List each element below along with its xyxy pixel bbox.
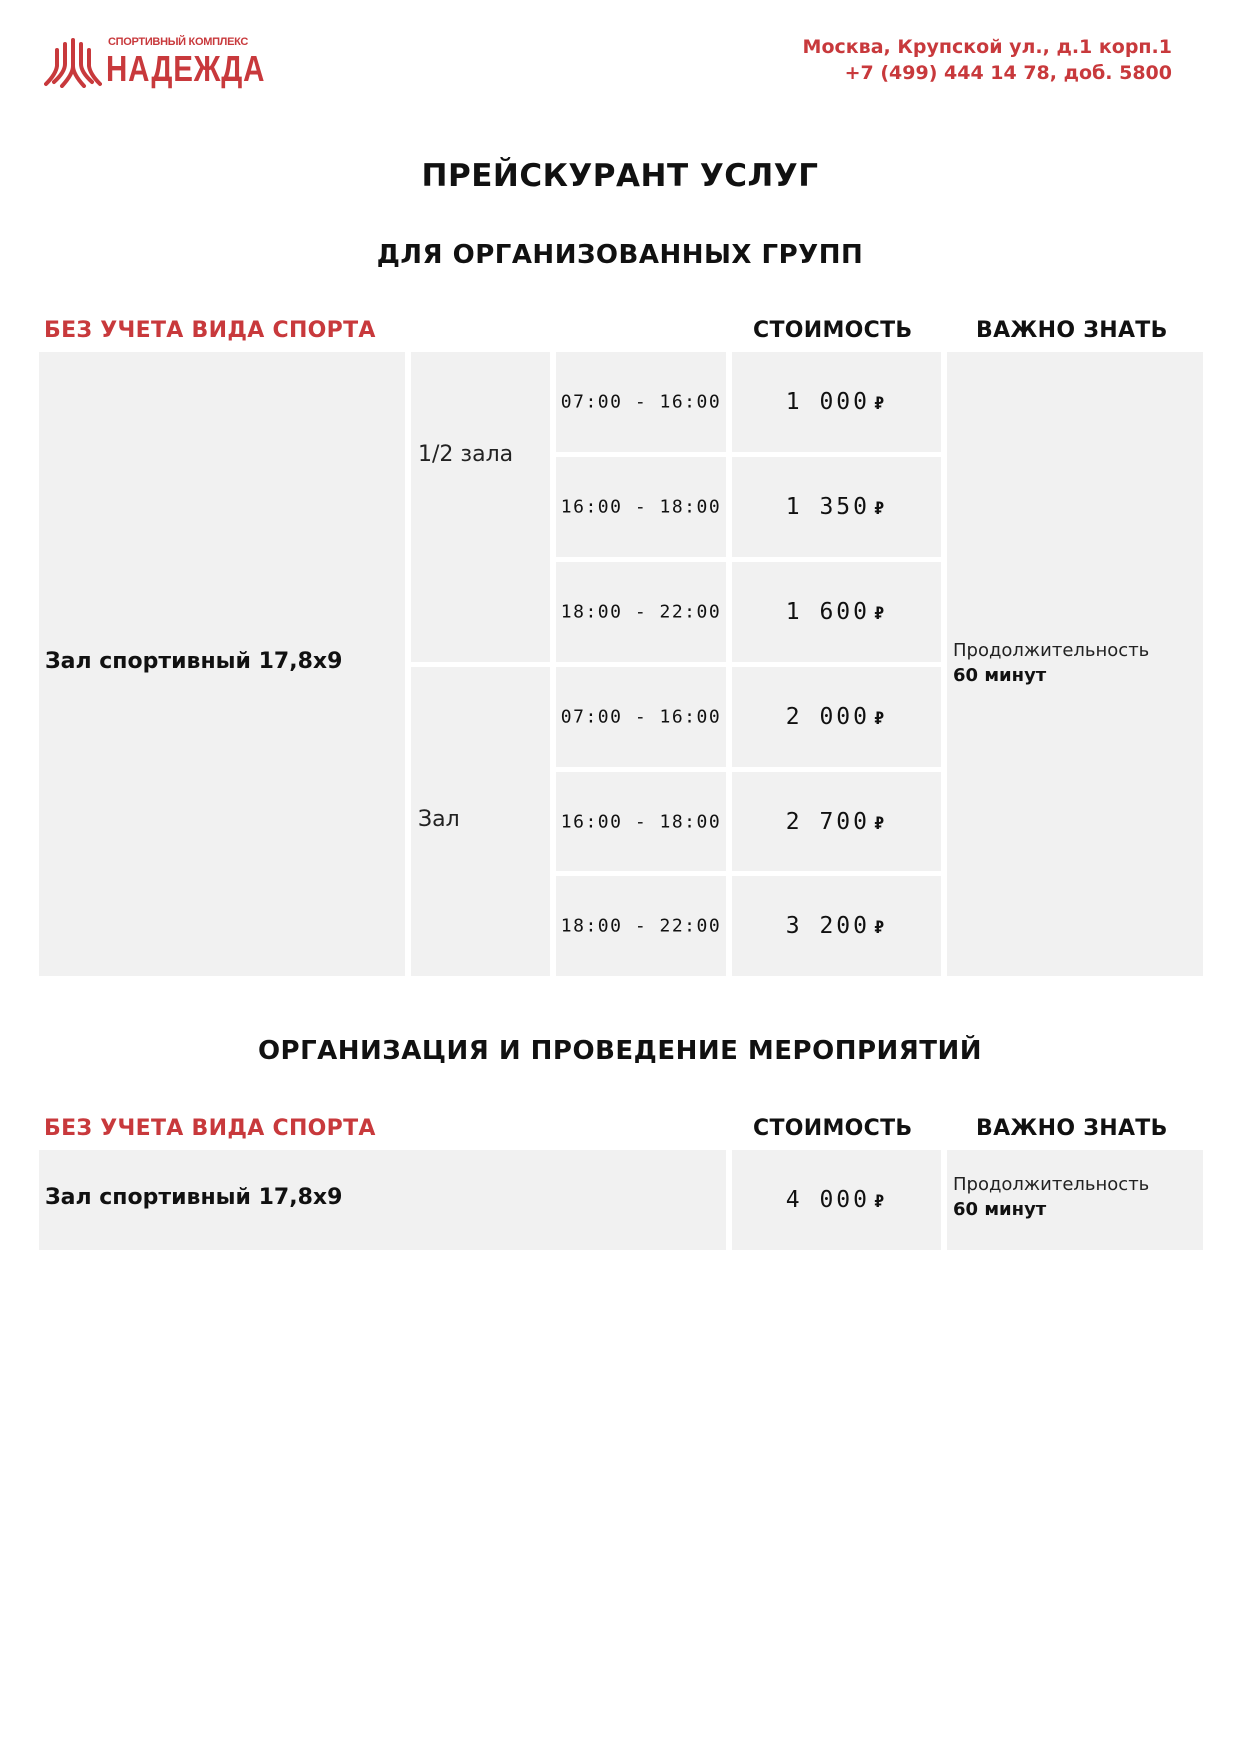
price-value: 2 000	[785, 704, 870, 730]
contact-info	[803, 34, 1172, 86]
section2-title: ОРГАНИЗАЦИЯ И ПРОВЕДЕНИЕ МЕРОПРИЯТИЙ	[257, 1036, 983, 1066]
note-text	[953, 638, 1149, 688]
table-row-time	[556, 667, 726, 767]
table-row-price	[732, 876, 941, 976]
brand-subtitle: СПОРТИВНЫЙ КОМПЛЕКС	[108, 36, 249, 48]
price-value: 2 700	[785, 808, 870, 835]
time-slot: 16:00 - 18:00	[560, 811, 722, 832]
note-text	[953, 1172, 1149, 1222]
brand-logo	[44, 34, 266, 94]
event-price-cell	[732, 1150, 941, 1250]
section1-col-price: СТОИМОСТЬ	[753, 318, 913, 343]
item-cell	[39, 352, 405, 976]
contact-phone[interactable]: +7 (499) 444 14 78, доб. 5800	[844, 62, 1172, 84]
table-row-time	[556, 876, 726, 976]
table-row-price	[732, 457, 941, 557]
note-value: 60 минут	[953, 665, 1047, 686]
time-slot: 18:00 - 22:00	[560, 915, 722, 937]
time-slot: 07:00 - 16:00	[560, 391, 722, 413]
table-row-price	[732, 667, 941, 767]
page-title: ПРЕЙСКУРАНТ УСЛУГ	[421, 158, 819, 194]
ruble-icon: ₽	[874, 499, 888, 519]
note-value: 60 минут	[953, 1199, 1047, 1220]
note-cell	[947, 352, 1203, 976]
price-value: 4 000	[785, 1187, 870, 1213]
time-slot: 18:00 - 22:00	[560, 601, 722, 623]
ruble-icon: ₽	[874, 1192, 888, 1212]
table-row-time	[556, 772, 726, 871]
item-name: Зал спортивный 17,8x9	[45, 649, 343, 674]
table-row-price	[732, 562, 941, 662]
contact-address: Москва, Крупской ул., д.1 корп.1	[802, 36, 1172, 58]
group-label-half: 1/2 зала	[418, 442, 514, 467]
section1-col-note: ВАЖНО ЗНАТЬ	[976, 318, 1168, 343]
table-row-time	[556, 457, 726, 557]
ruble-icon: ₽	[874, 394, 888, 414]
brand-name: НАДЕЖДА	[106, 48, 266, 89]
table-row-time	[556, 562, 726, 662]
logo-emblem-icon	[44, 38, 102, 88]
table-row-price	[732, 772, 941, 871]
section2-col-category: БЕЗ УЧЕТА ВИДА СПОРТА	[44, 1116, 376, 1141]
section1-col-category: БЕЗ УЧЕТА ВИДА СПОРТА	[44, 318, 376, 343]
time-slot: 16:00 - 18:00	[560, 496, 722, 518]
price-value: 1 350	[785, 494, 870, 520]
note-label: Продолжительность	[953, 1174, 1150, 1195]
ruble-icon: ₽	[874, 604, 888, 624]
time-slot: 07:00 - 16:00	[560, 706, 722, 728]
event-item-name: Зал спортивный 17,8x9	[45, 1185, 343, 1210]
group-cell-full	[411, 667, 550, 976]
event-item-cell	[39, 1150, 726, 1250]
price-value: 1 000	[785, 389, 870, 415]
group-label-full: Зал	[418, 807, 460, 832]
section1-title: ДЛЯ ОРГАНИЗОВАННЫХ ГРУПП	[376, 240, 864, 270]
event-note-cell	[947, 1150, 1203, 1250]
ruble-icon: ₽	[874, 918, 888, 938]
group-cell-half	[411, 352, 550, 662]
price-value: 3 200	[785, 913, 870, 939]
note-label: Продолжительность	[953, 640, 1150, 661]
table-row-price	[732, 352, 941, 452]
ruble-icon: ₽	[874, 709, 888, 729]
price-value: 1 600	[785, 599, 870, 625]
table-row-time	[556, 352, 726, 452]
section2-col-note: ВАЖНО ЗНАТЬ	[976, 1116, 1168, 1141]
section2-col-price: СТОИМОСТЬ	[753, 1116, 913, 1141]
ruble-icon: ₽	[874, 813, 888, 834]
